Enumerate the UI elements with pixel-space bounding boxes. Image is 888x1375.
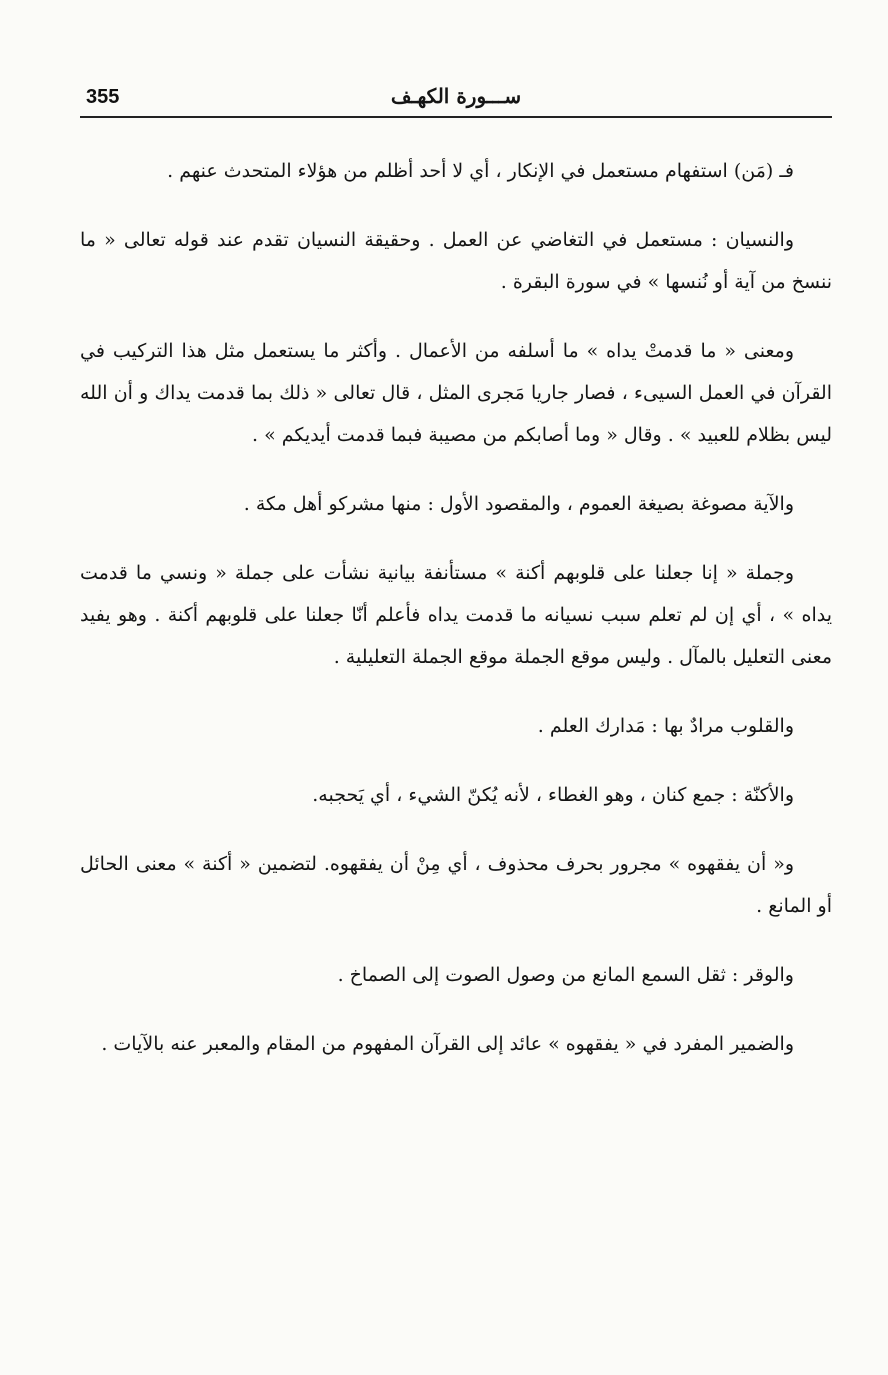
page-header [80, 80, 832, 116]
body-text [80, 150, 832, 1092]
running-title: ســـورة الكهـف [390, 84, 522, 108]
paragraph: والقلوب مرادٌ بها : مَدارك العلم . [537, 715, 794, 737]
paragraph: والآية مصوغة بصيغة العموم ، والمقصود الأول : منها مشركو أهل مكة . [243, 493, 794, 515]
paragraph: وجملة « إنا جعلنا على قلوبهم أكنة » مستأنفة بيانية نشأت على جملة « ونسي ما قدمت يداه » ، أي إن لم تعلم سبب نسيانه ما قدمت يداه فأعلم أنّا جعلنا على قلوبهم أكنة . وهو يفيد معنى التعليل بالمآل . وليس موقع الجملة موقع الجملة التعليلية . [80, 562, 832, 668]
header-divider [80, 116, 832, 118]
page-number: 355 [86, 86, 120, 108]
paragraph: والنسيان : مستعمل في التغاضي عن العمل . وحقيقة النسيان تقدم عند قوله تعالى « ما ننسخ من آية أو نُنسها » في سورة البقرة . [80, 229, 832, 293]
paragraph: والأكنّة : جمع كنان ، وهو الغطاء ، لأنه يُكنّ الشيء ، أي يَحجبه. [312, 784, 794, 806]
paragraph: والضمير المفرد في « يفقهوه » عائد إلى القرآن المفهوم من المقام والمعبر عنه بالآيات . [101, 1033, 794, 1055]
paragraph: و« أن يفقهوه » مجرور بحرف محذوف ، أي مِنْ أن يفقهوه. لتضمين « أكنة » معنى الحائل أو المانع . [80, 853, 832, 917]
paragraph: فـ (مَن) استفهام مستعمل في الإنكار ، أي لا أحد أظلم من هؤلاء المتحدث عنهم . [167, 160, 794, 182]
paragraph: ومعنى « ما قدمتْ يداه » ما أسلفه من الأعمال . وأكثر ما يستعمل مثل هذا التركيب في القرآن في العمل السيىء ، فصار جاريا مَجرى المثل ، قال تعالى « ذلك بما قدمت يداك و أن الله ليس بظلام للعبيد » . وقال « وما أصابكم من مصيبة فبما قدمت أيديكم » . [80, 340, 832, 446]
paragraph: والوقر : ثقل السمع المانع من وصول الصوت إلى الصماخ . [337, 964, 794, 986]
